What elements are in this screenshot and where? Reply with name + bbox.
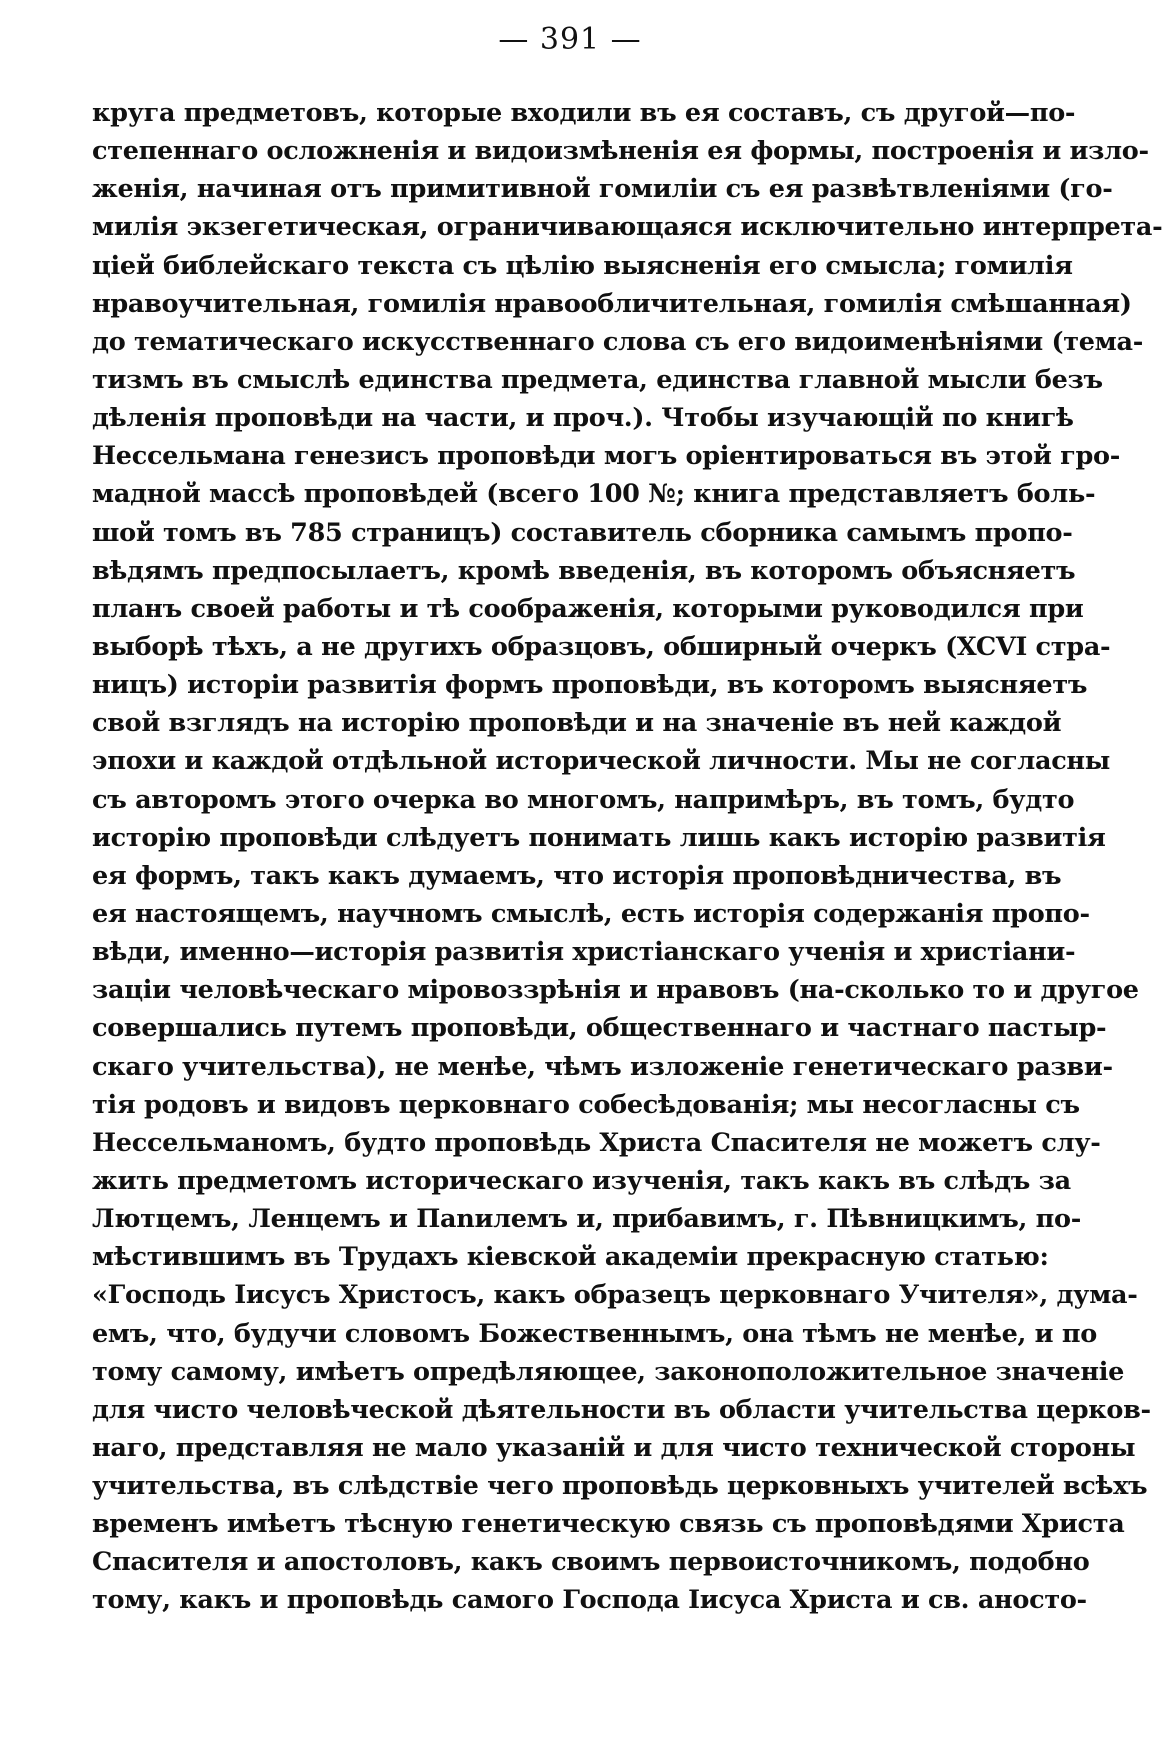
text-line: временъ имѣетъ тѣсную генетическую связь съ проповѣдями Христа (92, 1509, 1125, 1540)
text-line: «Господь Іисусъ Христосъ, какъ образецъ церковнаго Учителя», дума- (92, 1280, 1138, 1311)
text-line: жить предметомъ историческаго изученія, такъ какъ въ слѣдъ за (92, 1165, 1071, 1196)
text-line: женія, начиная отъ примитивной гомиліи съ ея развѣтвленіями (го- (92, 174, 1113, 205)
text-line: степеннаго осложненія и видоизмѣненія ея формы, построенія и изло- (92, 136, 1149, 167)
text-line: ціей библейскаго текста съ цѣлію выясненія его смысла; гомилія (92, 250, 1073, 281)
text-line: мѣстившимъ въ Трудахъ кіевской академіи прекрасную статью: (92, 1242, 1049, 1273)
text-line: исторію проповѣди слѣдуетъ понимать лишь какъ исторію развитія (92, 822, 1106, 853)
text-line: для чисто человѣческой дѣятельности въ области учительства церков- (92, 1394, 1151, 1425)
text-line: тому, какъ и проповѣдь самого Господа Іисуса Христа и св. аносто- (92, 1585, 1087, 1616)
text-line: съ авторомъ этого очерка во многомъ, напримѣръ, въ томъ, будто (92, 784, 1075, 815)
text-line: нравоучительная, гомилія нравообличительная, гомилія смѣшанная) (92, 288, 1132, 319)
text-line: шой томъ въ 785 страницъ) составитель сборника самымъ пропо- (92, 517, 1073, 548)
text-line: выборѣ тѣхъ, а не другихъ образцовъ, обширный очеркъ (XCVI стра- (92, 631, 1111, 662)
body-text (92, 94, 1162, 1620)
text-line: заціи человѣческаго міровоззрѣнія и нравовъ (на-сколько то и другое (92, 975, 1139, 1006)
text-line: тизмъ въ смыслѣ единства предмета, единства главной мысли безъ (92, 364, 1103, 395)
page-number: — 391 — (498, 22, 642, 57)
text-line: ея формъ, такъ какъ думаемъ, что исторія проповѣдничества, въ (92, 860, 1062, 891)
text-line: планъ своей работы и тѣ соображенія, которыми руководился при (92, 593, 1084, 624)
text-line: дѣленія проповѣди на части, и проч.). Чтобы изучающій по книгѣ (92, 403, 1074, 434)
text-line: емъ, что, будучи словомъ Божественнымъ, она тѣмъ не менѣе, и по (92, 1318, 1097, 1349)
text-line: ницъ) исторіи развитія формъ проповѣди, въ которомъ выясняетъ (92, 670, 1088, 701)
text-line: Лютцемъ, Ленцемъ и Пanилемъ и, прибавимъ, г. Пѣвницкимъ, по- (92, 1204, 1082, 1235)
text-line: мадной массѣ проповѣдей (всего 100 №; книга представляетъ боль- (92, 479, 1096, 510)
text-line: Спасителя и апостоловъ, какъ своимъ первоисточникомъ, подобно (92, 1547, 1090, 1578)
text-line: Нессельманомъ, будто проповѣдь Христа Спасителя не можетъ слу- (92, 1127, 1101, 1158)
text-line: тія родовъ и видовъ церковнаго собесѣдованія; мы несогласны съ (92, 1089, 1080, 1120)
text-line: милія экзегетическая, ограничивающаяся исключительно интерпрета- (92, 212, 1162, 243)
text-line: свой взглядъ на исторію проповѣди и на значеніе въ ней каждой (92, 708, 1062, 739)
text-line: вѣдямъ предпосылаетъ, кромѣ введенія, въ которомъ объясняетъ (92, 555, 1076, 586)
text-line: тому самому, имѣетъ опредѣляющее, законоположительное значеніе (92, 1356, 1125, 1387)
text-line: до тематическаго искусственнаго слова съ его видоименѣніями (тема- (92, 326, 1144, 357)
text-line: эпохи и каждой отдѣльной исторической личности. Мы не согласны (92, 746, 1111, 777)
text-line: совершались путемъ проповѣди, общественнаго и частнаго пастыр- (92, 1013, 1107, 1044)
text-line: Нессельмана генезисъ проповѣди могъ оріентироваться въ этой гро- (92, 441, 1121, 472)
text-line: ея настоящемъ, научномъ смыслѣ, есть исторія содержанія пропо- (92, 898, 1090, 929)
text-line: скаго учительства), не менѣе, чѣмъ изложеніе генетическаго разви- (92, 1051, 1113, 1082)
text-line: учительства, въ слѣдствіе чего проповѣдь церковныхъ учителей всѣхъ (92, 1471, 1148, 1502)
text-line: круга предметовъ, которые входили въ ея составъ, съ другой—по- (92, 98, 1076, 128)
text-line: вѣди, именно—исторія развитія христіанскаго ученія и христіани- (92, 937, 1076, 968)
text-line: наго, представляя не мало указаній и для чисто технической стороны (92, 1432, 1136, 1463)
